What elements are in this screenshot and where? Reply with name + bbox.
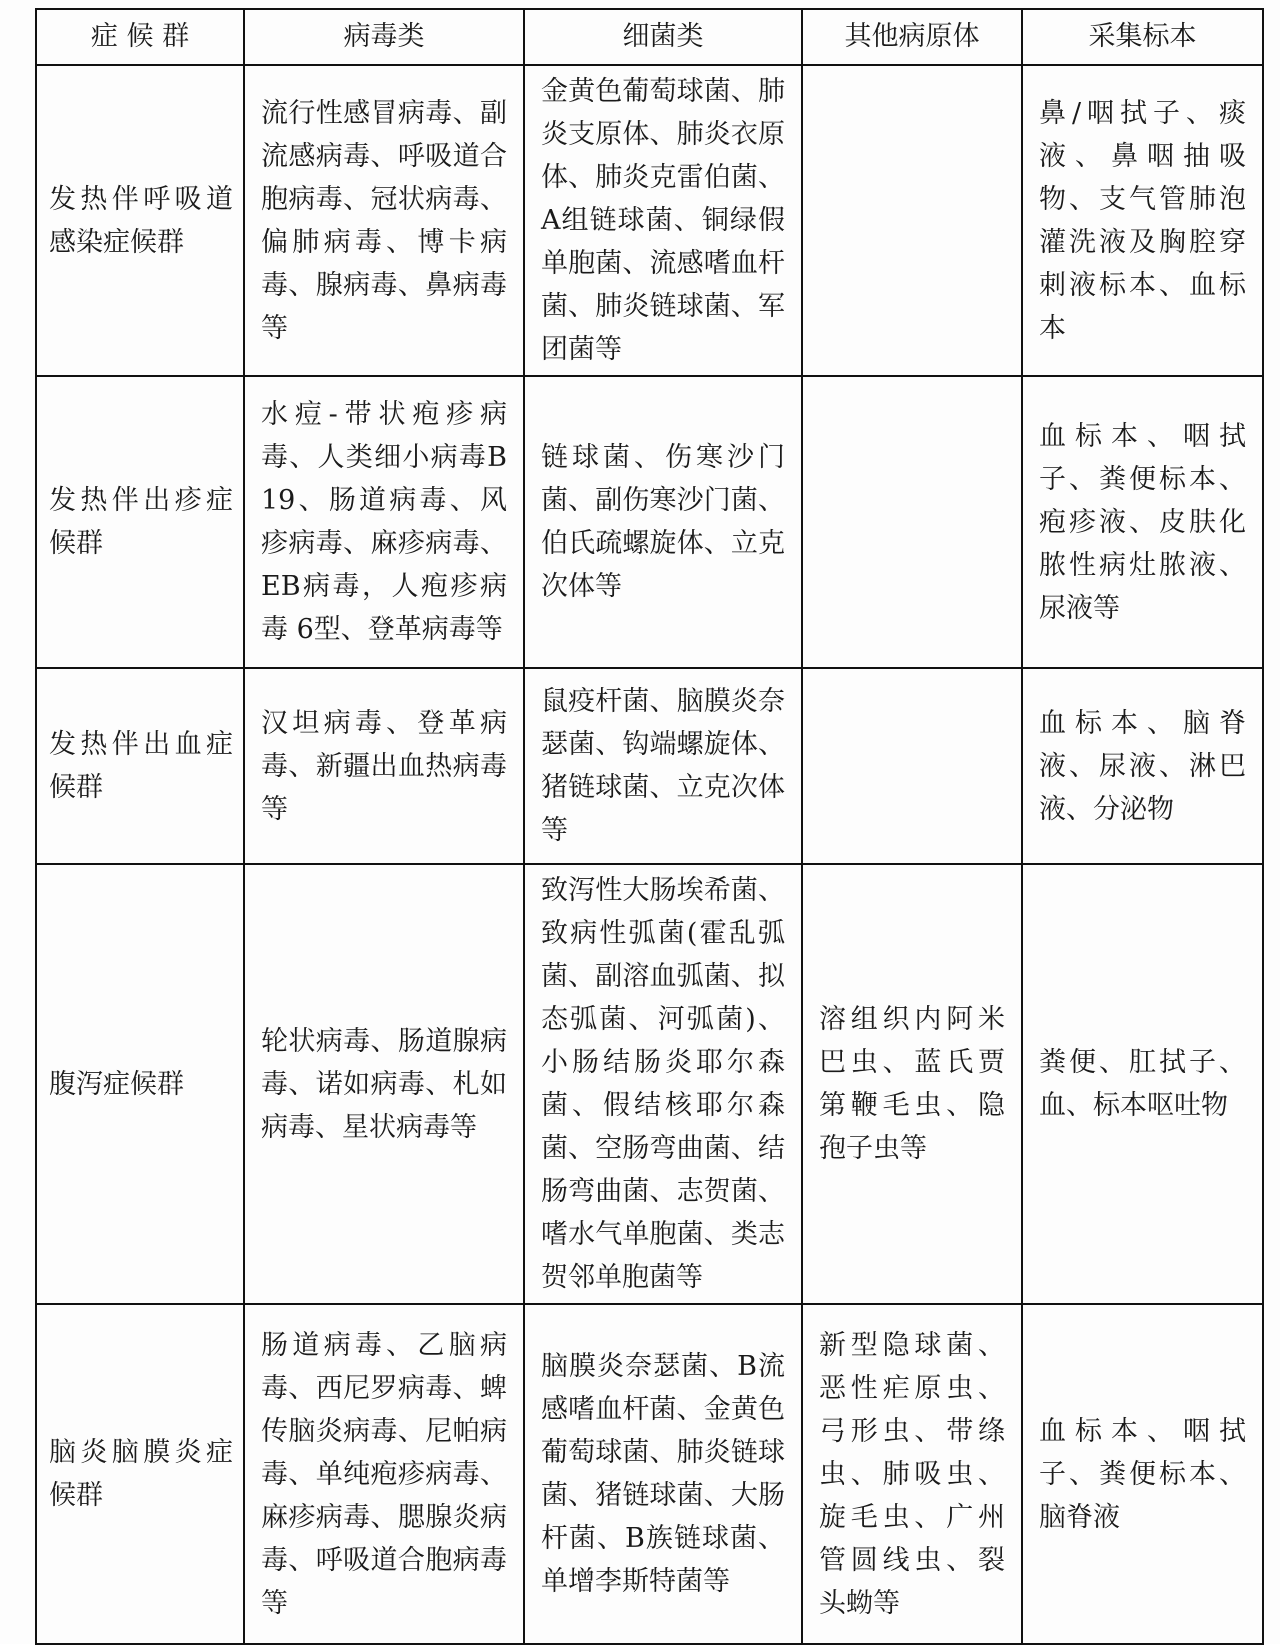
virus-cell: 轮状病毒、肠道腺病毒、诺如病毒、札如病毒、星状病毒等 [244,864,524,1304]
bacteria-cell: 鼠疫杆菌、脑膜炎奈瑟菌、钩端螺旋体、猪链球菌、立克次体等 [524,668,802,864]
table-row [36,65,1263,376]
bacteria-cell: 致泻性大肠埃希菌、致病性弧菌(霍乱弧菌、副溶血弧菌、拟态弧菌、河弧菌)、小肠结肠炎耶尔森菌、假结核耶尔森菌、空肠弯曲菌、结肠弯曲菌、志贺菌、嗜水气单胞菌、类志贺邻单胞菌等 [524,864,802,1304]
table-row [36,376,1263,668]
specimen-cell: 鼻/咽拭子、痰液、鼻咽抽吸物、支气管肺泡灌洗液及胸腔穿刺液标本、血标本 [1022,65,1263,376]
syndrome-pathogen-table [35,8,1264,1645]
virus-cell: 水痘-带状疱疹病毒、人类细小病毒B19、肠道病毒、风疹病毒、麻疹病毒、EB病毒，人疱疹病毒 6型、登革病毒等 [244,376,524,668]
header-specimen: 采集标本 [1022,9,1263,65]
syndrome-cell: 发热伴出疹症候群 [36,376,244,668]
other-pathogen-cell [802,65,1022,376]
specimen-cell: 粪便、肛拭子、血、标本呕吐物 [1022,864,1263,1304]
bacteria-cell: 链球菌、伤寒沙门菌、副伤寒沙门菌、伯氏疏螺旋体、立克次体等 [524,376,802,668]
other-pathogen-cell [802,668,1022,864]
table-row [36,1304,1263,1644]
bacteria-cell: 金黄色葡萄球菌、肺炎支原体、肺炎衣原体、肺炎克雷伯菌、A组链球菌、铜绿假单胞菌、流感嗜血杆菌、肺炎链球菌、军团菌等 [524,65,802,376]
table-header-row [36,9,1263,65]
syndrome-cell: 发热伴出血症候群 [36,668,244,864]
other-pathogen-cell: 新型隐球菌、恶性疟原虫、弓形虫、带绦虫、肺吸虫、旋毛虫、广州管圆线虫、裂头蚴等 [802,1304,1022,1644]
header-virus: 病毒类 [244,9,524,65]
bacteria-cell: 脑膜炎奈瑟菌、B流感嗜血杆菌、金黄色葡萄球菌、肺炎链球菌、猪链球菌、大肠杆菌、B族链球菌、单增李斯特菌等 [524,1304,802,1644]
syndrome-cell: 发热伴呼吸道感染症候群 [36,65,244,376]
syndrome-cell: 脑炎脑膜炎症候群 [36,1304,244,1644]
specimen-cell: 血标本、咽拭子、粪便标本、疱疹液、皮肤化脓性病灶脓液、尿液等 [1022,376,1263,668]
virus-cell: 肠道病毒、乙脑病毒、西尼罗病毒、蜱传脑炎病毒、尼帕病毒、单纯疱疹病毒、麻疹病毒、腮腺炎病毒、呼吸道合胞病毒等 [244,1304,524,1644]
virus-cell: 汉坦病毒、登革病毒、新疆出血热病毒等 [244,668,524,864]
header-syndrome: 症 候 群 [36,9,244,65]
syndrome-cell: 腹泻症候群 [36,864,244,1304]
specimen-cell: 血标本、脑脊液、尿液、淋巴液、分泌物 [1022,668,1263,864]
header-bacteria: 细菌类 [524,9,802,65]
other-pathogen-cell: 溶组织内阿米巴虫、蓝氏贾第鞭毛虫、隐孢子虫等 [802,864,1022,1304]
table-row [36,668,1263,864]
header-other-pathogen: 其他病原体 [802,9,1022,65]
virus-cell: 流行性感冒病毒、副流感病毒、呼吸道合胞病毒、冠状病毒、偏肺病毒、博卡病毒、腺病毒、鼻病毒等 [244,65,524,376]
specimen-cell: 血标本、咽拭子、粪便标本、脑脊液 [1022,1304,1263,1644]
other-pathogen-cell [802,376,1022,668]
table-row [36,864,1263,1304]
